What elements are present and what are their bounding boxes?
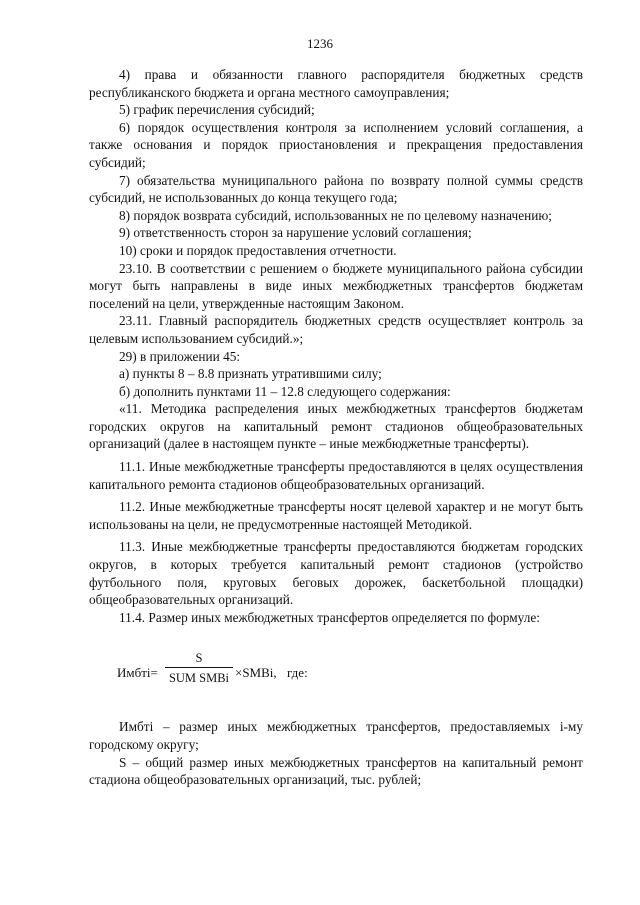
formula-denominator: SUM SMBi (168, 671, 230, 686)
page-number: 1236 (307, 36, 333, 51)
paragraph: 29) в приложении 45: (119, 348, 241, 364)
formula-where: где: (287, 665, 308, 681)
paragraph: 8) порядок возврата субсидий, использованных не по целевому назначению; (119, 207, 552, 223)
paragraph: 23.10. В соответствии с решением о бюджете муниципального района субсидии могут быть направлены в виде иных межбюджетных трансфертов бюджетам поселений на цели, утвержденные настоящим Законом. (89, 260, 583, 311)
paragraph: а) пункты 8 – 8.8 признать утратившими силу; (119, 366, 382, 382)
paragraph: Имбтi – размер иных межбюджетных трансфертов, предоставляемых i-му городскому округу; (89, 719, 583, 752)
paragraph: 11.3. Иные межбюджетные трансферты предоставляются бюджетам городских округов, в которых требуется капитальный ремонт стадионов (устройство футбольного поля, круговых беговых дорожек, баскетбольной площадки) общеобразовательных организаций. (89, 539, 583, 608)
paragraph: 5) график перечисления субсидий; (119, 102, 315, 118)
paragraph: 4) права и обязанности главного распорядителя бюджетных средств республиканского бюджета и органа местного самоуправления; (89, 67, 583, 100)
paragraph: 10) сроки и порядок предоставления отчетности. (119, 242, 397, 258)
paragraph: б) дополнить пунктами 11 – 12.8 следующего содержания: (119, 383, 451, 399)
formula (89, 640, 583, 700)
paragraph: 23.11. Главный распорядитель бюджетных средств осуществляет контроль за целевым использованием субсидий.»; (89, 313, 583, 346)
paragraph: 11.4. Размер иных межбюджетных трансфертов определяется по формуле: (119, 609, 540, 625)
paragraph: 7) обязательства муниципального района по возврату полной суммы средств субсидий, не использованных до конца текущего года; (89, 172, 583, 206)
paragraph: 6) порядок осуществления контроля за исполнением условий соглашения, а также основания и порядок приостановления и прекращения предоставления субсидий; (89, 119, 583, 170)
paragraph: S – общий размер иных межбюджетных трансфертов на капитальный ремонт стадиона общеобразовательных организаций, тыс. рублей; (89, 754, 583, 788)
formula-lhs: Имбтi= (117, 665, 158, 681)
paragraph: 11.2. Иные межбюджетные трансферты носят целевой характер и не могут быть использованы на цели, не предусмотренные настоящей Методикой. (89, 499, 583, 532)
paragraph: 9) ответственность сторон за нарушение условий соглашения; (119, 225, 472, 241)
document-body (89, 66, 583, 789)
formula-numerator: S (195, 651, 203, 666)
formula-rhs: ×SMBi, (235, 665, 277, 681)
fraction-bar (165, 667, 233, 668)
paragraph: 11.1. Иные межбюджетные трансферты предоставляются в целях осуществления капитального ремонта стадионов общеобразовательных организаций. (89, 459, 583, 492)
paragraph: «11. Методика распределения иных межбюджетных трансфертов бюджетам городских округов на капитальный ремонт стадионов общеобразовательных организаций (далее в настоящем пункте – иные межбюджетные трансферты). (89, 401, 583, 452)
formula-fraction (165, 650, 233, 686)
